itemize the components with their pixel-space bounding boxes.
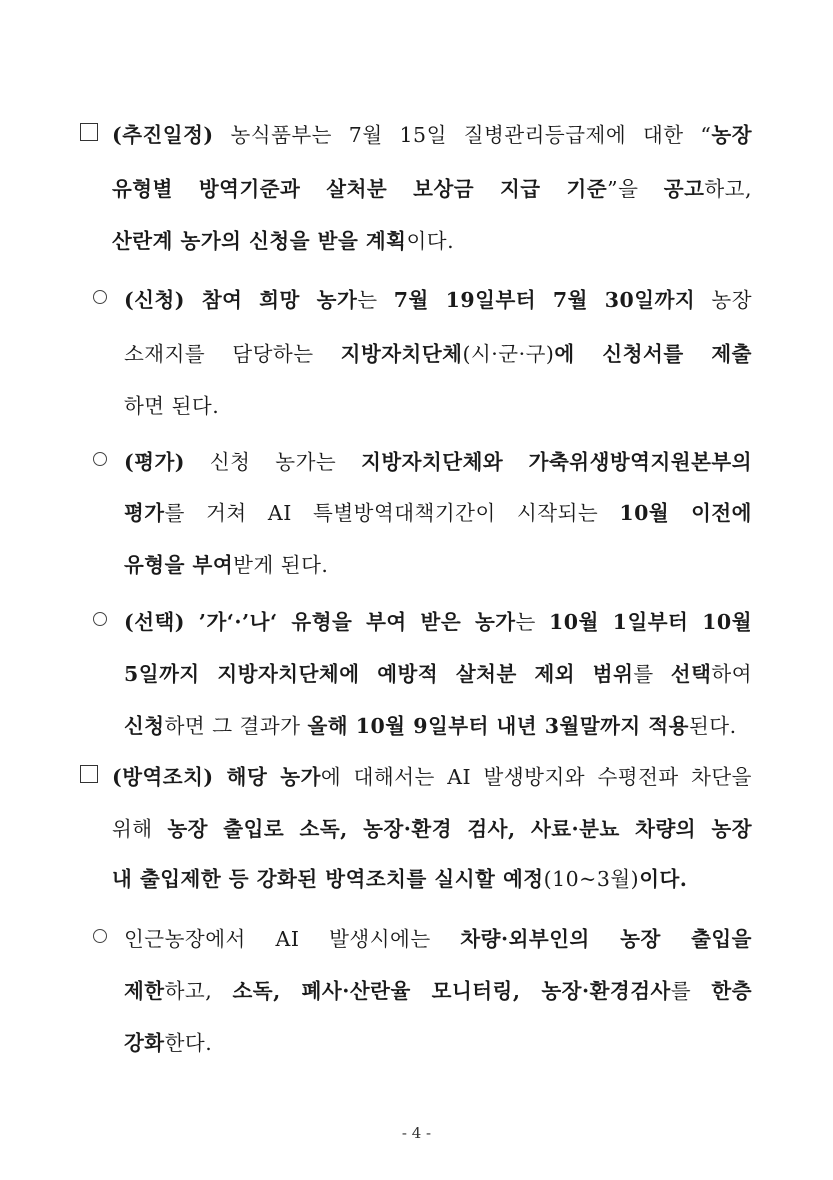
text-line	[124, 496, 752, 526]
square-bullet-icon	[80, 765, 98, 783]
bold-text: 선택	[670, 662, 712, 686]
bold-text: 차량·외부인의 농장 출입을	[460, 927, 752, 951]
plain-text: 인근농장에서 AI 발생시에는	[124, 927, 461, 951]
bold-text: 내 출입제한 등 강화된 방역조치를 실시할 예정	[112, 867, 544, 891]
text-line	[124, 922, 752, 952]
bold-text: 올해 10월 9일부터 내년 3월말까지 적용	[307, 714, 689, 738]
plain-text: 받게 된다.	[233, 553, 329, 577]
bold-text: 10월 1일부터 10월	[549, 610, 752, 634]
bold-text: (추진일정)	[112, 123, 214, 147]
text-line	[124, 445, 752, 475]
plain-text: 에 대해서는 AI 발생방지와 수평전파 차단을	[320, 765, 752, 789]
text-line	[112, 118, 752, 148]
bold-text: 에 신청서를 제출	[554, 342, 752, 366]
text-line	[112, 862, 687, 892]
text-line	[124, 283, 752, 313]
bold-text: 지방자치단체와 가축위생방역지원본부의	[361, 450, 752, 474]
text-line	[124, 974, 752, 1004]
plain-text: 한다.	[164, 1031, 213, 1055]
bold-text: (신청) 참여 희망 농가	[124, 288, 358, 312]
plain-text: 농식품부는 7월 15일 질병관리등급제에 대한 “	[213, 123, 712, 147]
bold-text: 이다.	[639, 867, 688, 891]
circle-bullet-icon	[93, 290, 107, 304]
bold-text: 평가	[124, 501, 165, 525]
text-line	[112, 760, 752, 790]
text-line	[112, 812, 752, 842]
plain-text: 소재지를 담당하는	[124, 342, 341, 366]
plain-text: 를 거쳐 AI 특별방역대책기간이 시작되는	[164, 501, 620, 525]
bold-text: 강화	[124, 1031, 165, 1055]
text-line	[124, 657, 752, 687]
circle-bullet-icon	[93, 612, 107, 626]
text-line	[112, 172, 752, 202]
plain-text: (10~3월)	[543, 867, 640, 891]
bold-text: 제한	[124, 979, 165, 1003]
bold-text: (방역조치) 해당 농가	[112, 765, 321, 789]
bold-text: 소독, 폐사·산란율 모니터링, 농장·환경검사	[232, 979, 671, 1003]
plain-text: 하고,	[164, 979, 233, 1003]
text-line	[124, 1026, 212, 1056]
plain-text: 를	[670, 979, 712, 1003]
bold-text: 공고	[663, 177, 705, 201]
bold-text: 유형을 부여	[124, 553, 234, 577]
bold-text: 농장 출입로 소독, 농장·환경 검사, 사료·분뇨 차량의 농장	[167, 817, 753, 841]
bold-text: 지방자치단체	[340, 342, 463, 366]
bold-text: (평가)	[124, 450, 186, 474]
plain-text: 는	[515, 610, 550, 634]
text-line	[124, 337, 752, 367]
plain-text: 를	[633, 662, 671, 686]
plain-text: 이다.	[406, 229, 455, 253]
square-bullet-icon	[80, 123, 98, 141]
text-line	[124, 605, 752, 635]
plain-text: 하면 그 결과가	[164, 714, 308, 738]
plain-text: 하고,	[704, 177, 752, 201]
text-line	[112, 224, 454, 254]
bold-text: 10월 이전에	[619, 501, 752, 525]
plain-text: 위해	[112, 817, 168, 841]
bold-text: 유형별 방역기준과 살처분 보상금 지급 기준	[112, 177, 608, 201]
bold-text: 신청	[124, 714, 165, 738]
plain-text: 된다.	[688, 714, 737, 738]
plain-text: 는	[357, 288, 394, 312]
plain-text: 농장	[695, 288, 753, 312]
page-number: - 4 -	[401, 1124, 432, 1142]
plain-text: (시·군·구)	[462, 342, 555, 366]
bold-text: 농장	[711, 123, 752, 147]
text-line	[124, 548, 328, 578]
circle-bullet-icon	[93, 452, 107, 466]
circle-bullet-icon	[93, 929, 107, 943]
bold-text: 산란계 농가의 신청을 받을 계획	[112, 229, 407, 253]
bold-text: 5일까지 지방자치단체에 예방적 살처분 제외 범위	[124, 662, 634, 686]
text-line	[124, 389, 219, 419]
text-line	[124, 709, 737, 739]
plain-text: 신청 농가는	[185, 450, 362, 474]
bold-text: 한층	[711, 979, 753, 1003]
plain-text: 하면 된다.	[124, 394, 220, 418]
plain-text: 하여	[711, 662, 752, 686]
bold-text: (선택) ’가‘·’나‘ 유형을 부여 받은 농가	[124, 610, 516, 634]
bold-text: 7월 19일부터 7월 30일까지	[393, 288, 696, 312]
plain-text: ”을	[607, 177, 664, 201]
